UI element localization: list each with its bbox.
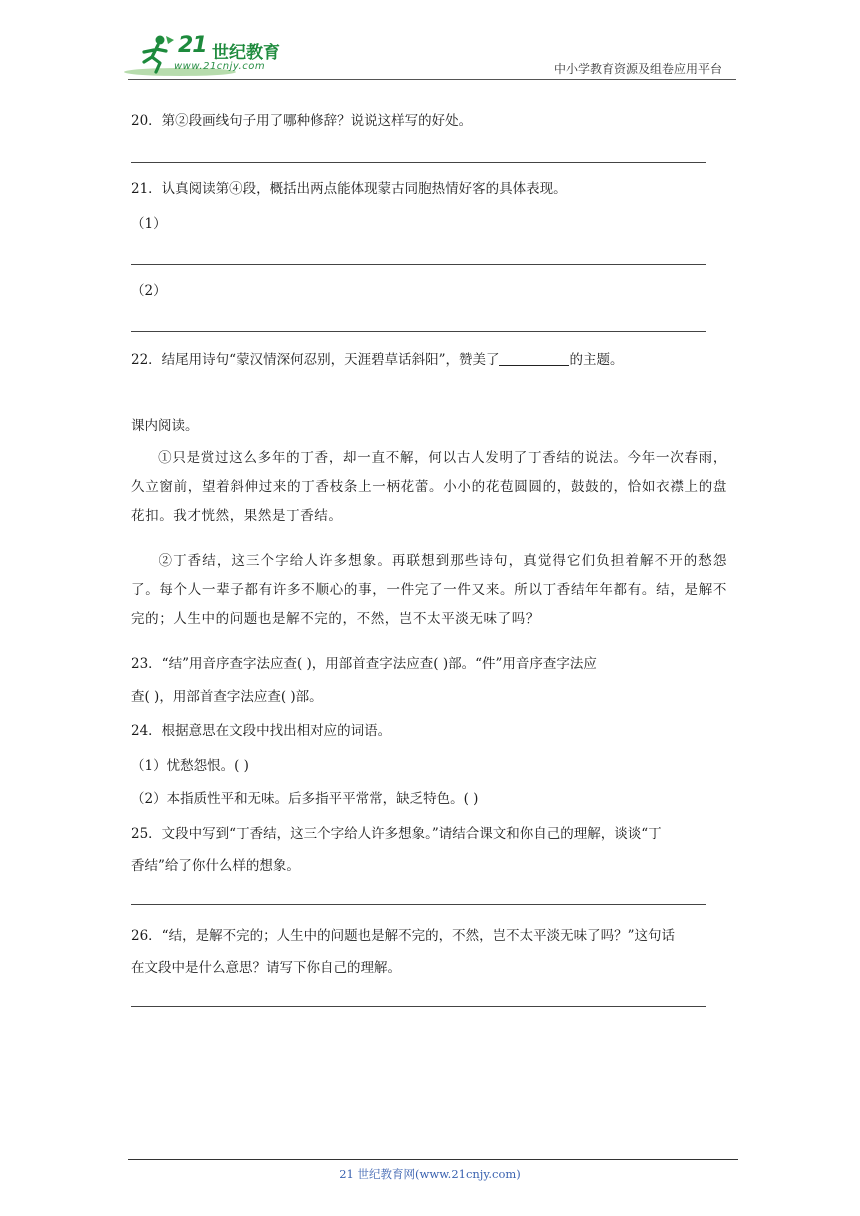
question-20: 20．第②段画线句子用了哪种修辞？说说这样写的好处。 bbox=[131, 113, 473, 129]
question-21: 21．认真阅读第④段，概括出两点能体现蒙古同胞热情好客的具体表现。 bbox=[131, 181, 567, 197]
footer-divider bbox=[128, 1159, 738, 1160]
answer-line-26[interactable] bbox=[131, 1006, 706, 1007]
question-22-text: 22．结尾用诗句“蒙汉情深何忍别，天涯碧草话斜阳”，赞美了 bbox=[131, 352, 500, 368]
question-23-line-2: 查( )，用部首查字法应查( )部。 bbox=[131, 689, 323, 705]
logo-number: 21 bbox=[178, 33, 207, 58]
answer-line-21-2[interactable] bbox=[131, 331, 706, 332]
question-26-line-2: 在文段中是什么意思？请写下你自己的理解。 bbox=[131, 960, 401, 976]
question-26-line-1: 26．“结，是解不完的；人生中的问题也是解不完的，不然，岂不太平淡无味了吗？”这句话 bbox=[131, 928, 675, 944]
question-25-line-2: 香结”给了你什么样的想象。 bbox=[131, 858, 300, 874]
logo-text: 世纪教育 bbox=[212, 43, 280, 63]
question-23-line-1: 23．“结”用音序查字法应查( )，用部首查字法应查( )部。“件”用音序查字法应 bbox=[131, 656, 597, 672]
passage-paragraph-2-text: ②丁香结，这三个字给人许多想象。再联想到那些诗句，真觉得它们负担着解不开的愁怨了。每个人一辈子都有许多不顺心的事，一件完了一件又来。所以丁香结年年都有。结，是解不完的；人生中的问题也是解不完的，不然，岂不太平淡无味了吗？ bbox=[131, 553, 727, 627]
question-25-line-1: 25．文段中写到“丁香结，这三个字给人许多想象。”请结合课文和你自己的理解，谈谈“丁 bbox=[131, 826, 662, 842]
question-22 bbox=[131, 351, 623, 369]
passage-paragraph-1-text: ①只是赏过这么多年的丁香，却一直不解，何以古人发明了丁香结的说法。今年一次春雨，久立窗前，望着斜伸过来的丁香枝条上一柄花蕾。小小的花苞圆圆的，鼓鼓的，恰如衣襟上的盘花扣。我才恍然，果然是丁香结。 bbox=[131, 450, 727, 524]
header-platform-text: 中小学教育资源及组卷应用平台 bbox=[553, 62, 722, 76]
answer-line-21-1[interactable] bbox=[131, 264, 706, 265]
answer-line-20[interactable] bbox=[131, 162, 706, 163]
question-24: 24．根据意思在文段中找出相对应的词语。 bbox=[131, 723, 392, 739]
answer-line-25[interactable] bbox=[131, 904, 706, 905]
question-24-part-2: （2）本指质性平和无味。后多指平平常常，缺乏特色。( ) bbox=[131, 791, 479, 807]
question-24-part-1: （1）忧愁怨恨。( ) bbox=[131, 758, 249, 774]
passage-paragraph-1 bbox=[131, 444, 727, 531]
section-title: 课内阅读。 bbox=[131, 418, 199, 434]
passage-paragraph-2 bbox=[131, 547, 727, 634]
logo-url: www.21cnjy.com bbox=[174, 61, 266, 72]
question-21-part-1: （1） bbox=[131, 216, 167, 232]
question-22-blank[interactable] bbox=[499, 351, 569, 366]
question-22-end: 的主题。 bbox=[569, 352, 624, 368]
question-21-part-2: （2） bbox=[131, 283, 167, 299]
footer-link[interactable]: 21 世纪教育网(www.21cnjy.com) bbox=[339, 1167, 521, 1181]
header-divider bbox=[128, 79, 736, 80]
